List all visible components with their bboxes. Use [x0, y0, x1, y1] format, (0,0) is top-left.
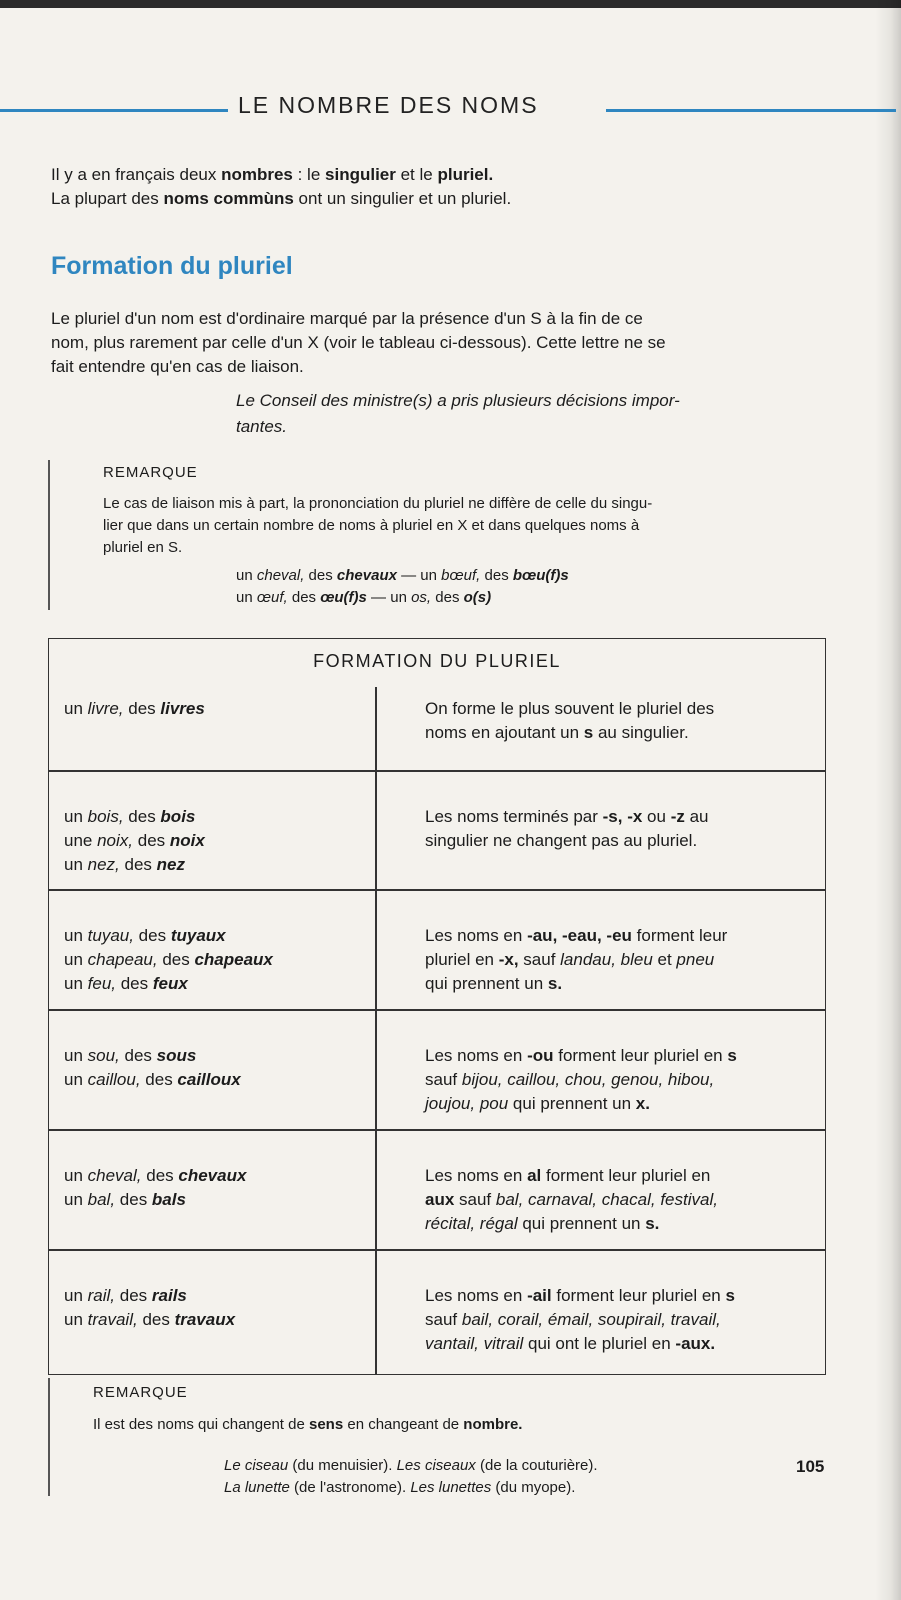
word: Les ciseaux [396, 1457, 476, 1474]
rule-text-line [425, 1164, 710, 1188]
text: Il est des noms qui changent de [93, 1416, 309, 1433]
plural-formation-table [48, 638, 826, 1375]
example-sentence [236, 388, 680, 440]
remark-example-1 [236, 565, 569, 587]
text: des [119, 855, 157, 874]
text: noms en ajoutant un [425, 723, 584, 742]
text: -x, [498, 950, 519, 969]
rule-text-line [425, 1332, 715, 1356]
text: un [64, 1166, 88, 1185]
text: un [64, 1070, 88, 1089]
text: Les noms en [425, 1166, 528, 1185]
text: forment leur [631, 926, 728, 945]
text: un [64, 950, 88, 969]
text: et le [395, 165, 438, 184]
plural-form: nez [156, 855, 185, 874]
example-pair [64, 1284, 187, 1308]
text: pluriel en [425, 950, 499, 969]
text: forment leur pluriel en [541, 1166, 711, 1185]
example-pair [64, 1308, 235, 1332]
plural-form: tuyaux [170, 926, 226, 945]
text: sauf [425, 1070, 462, 1089]
text: des [287, 589, 321, 606]
text: une [64, 831, 98, 850]
text: sauf [454, 1190, 496, 1209]
page-title: LE NOMBRE DES NOMS [238, 92, 539, 118]
text: -ail [527, 1286, 552, 1305]
text: s. [547, 974, 563, 993]
text: singulier ne changent pas au pluriel. [425, 831, 698, 850]
example-pair [64, 697, 205, 721]
text: des [140, 1070, 178, 1089]
term-nombres: nombres [221, 165, 293, 184]
page-spine-shadow [875, 0, 901, 1600]
table-row [49, 1249, 825, 1359]
text: bijou, caillou, chou, genou, hibou, [461, 1070, 715, 1089]
text: sauf [425, 1310, 462, 1329]
example-line-2: tantes. [236, 417, 288, 436]
remark-title: REMARQUE [103, 464, 198, 481]
singular-form: noix, [97, 831, 134, 850]
term-nombre: nombre. [463, 1416, 523, 1433]
rule-text-line [425, 1308, 721, 1332]
text: un [64, 926, 88, 945]
text: : le [292, 165, 326, 184]
text: s [583, 723, 594, 742]
remark2-example-2 [224, 1477, 575, 1499]
singular-form: bal, [87, 1190, 116, 1209]
rule-text-line [425, 1188, 718, 1212]
scan-top-edge [0, 0, 901, 8]
text: un [64, 855, 88, 874]
text: au singulier. [593, 723, 689, 742]
plural-form: cailloux [177, 1070, 241, 1089]
text: des [304, 567, 337, 584]
remark-line-1: Le cas de liaison mis à part, la prononciation du pluriel ne diffère de celle du singu- [103, 495, 653, 512]
text: des [119, 1046, 157, 1065]
plural-form: chevaux [178, 1166, 247, 1185]
example-pair [64, 972, 188, 996]
plural: o(s) [463, 589, 492, 606]
table-row [49, 1009, 825, 1119]
example-pair [64, 853, 185, 877]
text: un [64, 1190, 88, 1209]
remark-line [93, 1414, 522, 1436]
text: récital, régal [425, 1214, 518, 1233]
singular-form: feu, [87, 974, 116, 993]
example-pair [64, 1164, 246, 1188]
term-sens: sens [308, 1416, 344, 1433]
word: cheval, [256, 567, 305, 584]
text: des [431, 589, 464, 606]
text: s. [645, 1214, 660, 1233]
text: x. [635, 1094, 650, 1113]
text: On forme le plus souvent le pluriel des [425, 699, 715, 718]
singular-form: cheval, [87, 1166, 142, 1185]
text: pneu [676, 950, 715, 969]
text: ont un singulier et un pluriel. [293, 189, 512, 208]
rule-text-line [425, 1212, 659, 1236]
text: (du menuisier). [288, 1457, 397, 1474]
text: qui ont le pluriel en [523, 1334, 676, 1353]
text: Les noms terminés par [425, 807, 603, 826]
plural-form: chapeaux [194, 950, 273, 969]
singular-form: chapeau, [87, 950, 158, 969]
text: La plupart des [51, 189, 164, 208]
rule-text-line [425, 721, 689, 745]
singular-form: travail, [87, 1310, 138, 1329]
remark-line-2: lier que dans un certain nombre de noms à pluriel en X et dans quelques noms à [103, 517, 640, 534]
text: des [115, 1286, 152, 1305]
text: (de la couturière). [475, 1457, 598, 1474]
header-rule-right [606, 109, 896, 112]
plural-form: travaux [174, 1310, 236, 1329]
singular-form: caillou, [87, 1070, 141, 1089]
text: -z [670, 807, 685, 826]
example-line-1: Le Conseil des ministre(s) a pris plusieurs décisions impor- [236, 391, 680, 410]
text: un [64, 1046, 88, 1065]
rule-text-line [425, 1284, 735, 1308]
example-pair [64, 1188, 186, 1212]
text: -au, -eau, -eu [527, 926, 632, 945]
text: — un [396, 567, 442, 584]
singular-form: nez, [87, 855, 120, 874]
plural-form: sous [156, 1046, 197, 1065]
text: ou [642, 807, 671, 826]
singular-form: sou, [87, 1046, 120, 1065]
word: Les lunettes [410, 1479, 492, 1496]
plural-form: feux [152, 974, 188, 993]
word: os, [411, 589, 432, 606]
text: des [141, 1166, 179, 1185]
remark-title: REMARQUE [93, 1384, 188, 1401]
text: un [64, 1310, 88, 1329]
section-title: Formation du pluriel [51, 252, 293, 280]
text: -ou [527, 1046, 554, 1065]
text: Il y a en français deux [51, 165, 222, 184]
para-line-2: nom, plus rarement par celle d'un X (voir le tableau ci-dessous). Cette lettre ne se [51, 333, 666, 352]
example-pair [64, 805, 195, 829]
remark2-example-1 [224, 1455, 598, 1477]
example-pair [64, 924, 226, 948]
text: des [123, 807, 161, 826]
text: un [236, 589, 257, 606]
text: joujou, pou [425, 1094, 509, 1113]
example-pair [64, 1068, 241, 1092]
singular-form: tuyau, [87, 926, 134, 945]
header-rule-left [0, 109, 228, 112]
para-line-1: Le pluriel d'un nom est d'ordinaire marqué par la présence d'un S à la fin de ce [51, 309, 643, 328]
term-pluriel: pluriel. [437, 165, 494, 184]
table-row [49, 889, 825, 999]
text: des [123, 699, 161, 718]
page-number: 105 [796, 1457, 825, 1476]
text: des [137, 1310, 175, 1329]
text: -aux. [675, 1334, 716, 1353]
plural-form: livres [160, 699, 205, 718]
singular-form: bois, [87, 807, 124, 826]
text: (de l'astronome). [289, 1479, 411, 1496]
text: Les noms en [425, 1286, 528, 1305]
text: sauf [518, 950, 561, 969]
rule-text-line [425, 1092, 650, 1116]
table-header [49, 639, 825, 687]
singular-form: livre, [87, 699, 124, 718]
text: qui prennent un [425, 974, 548, 993]
text: des [115, 1190, 152, 1209]
rule-text-line [425, 1044, 737, 1068]
para-line-3: fait entendre qu'en cas de liaison. [51, 357, 304, 376]
example-pair [64, 948, 273, 972]
word: œuf, [256, 589, 288, 606]
text: des [157, 950, 195, 969]
plural: chevaux [336, 567, 397, 584]
text: bail, corail, émail, soupirail, travail, [461, 1310, 721, 1329]
text: al [527, 1166, 542, 1185]
chapter-header [0, 92, 901, 130]
remark-line-3: pluriel en S. [103, 539, 183, 556]
rule-text-line [425, 924, 727, 948]
text: des [133, 926, 171, 945]
text: s [727, 1046, 737, 1065]
text: forment leur pluriel en [551, 1286, 726, 1305]
word: bœuf, [441, 567, 481, 584]
text: un [64, 974, 88, 993]
text: et [652, 950, 677, 969]
text: un [64, 807, 88, 826]
text: en changeant de [343, 1416, 464, 1433]
text: un [64, 699, 88, 718]
text: bal, carnaval, chacal, festival, [495, 1190, 718, 1209]
rule-text-line [425, 829, 697, 853]
text: des [116, 974, 153, 993]
text: au [684, 807, 709, 826]
word: La lunette [224, 1479, 290, 1496]
intro-line-1 [51, 163, 493, 187]
text: qui prennent un [508, 1094, 636, 1113]
text: s [725, 1286, 735, 1305]
text: Les noms en [425, 926, 528, 945]
text: des [480, 567, 513, 584]
text: vantail, vitrail [425, 1334, 524, 1353]
text: Les noms en [425, 1046, 528, 1065]
rule-text-line [425, 1068, 714, 1092]
text: un [64, 1286, 88, 1305]
singular-form: rail, [87, 1286, 116, 1305]
plural: œu(f)s [320, 589, 367, 606]
intro-line-2 [51, 187, 511, 211]
text: -s, -x [602, 807, 643, 826]
text: — un [366, 589, 412, 606]
text: forment leur pluriel en [553, 1046, 728, 1065]
text: un [236, 567, 257, 584]
plural-form: bois [160, 807, 196, 826]
rule-text-line [425, 697, 714, 721]
text: qui prennent un [517, 1214, 646, 1233]
remark-example-2 [236, 587, 491, 609]
table-row [49, 1129, 825, 1239]
term-singulier: singulier [325, 165, 396, 184]
rule-text-line [425, 972, 562, 996]
table-row [49, 770, 825, 880]
text: aux [425, 1190, 455, 1209]
term-noms-communs: noms commùns [163, 189, 294, 208]
plural-form: noix [169, 831, 205, 850]
text: (du myope). [491, 1479, 576, 1496]
example-pair [64, 829, 205, 853]
rule-text-line [425, 805, 709, 829]
example-pair [64, 1044, 196, 1068]
plural-form: rails [151, 1286, 187, 1305]
rule-text-line [425, 948, 714, 972]
table-header-label: FORMATION DU PLURIEL [313, 651, 561, 671]
word: Le ciseau [224, 1457, 289, 1474]
plural-form: bals [151, 1190, 186, 1209]
text: des [133, 831, 170, 850]
text: landau, bleu [560, 950, 653, 969]
plural: bœu(f)s [512, 567, 569, 584]
